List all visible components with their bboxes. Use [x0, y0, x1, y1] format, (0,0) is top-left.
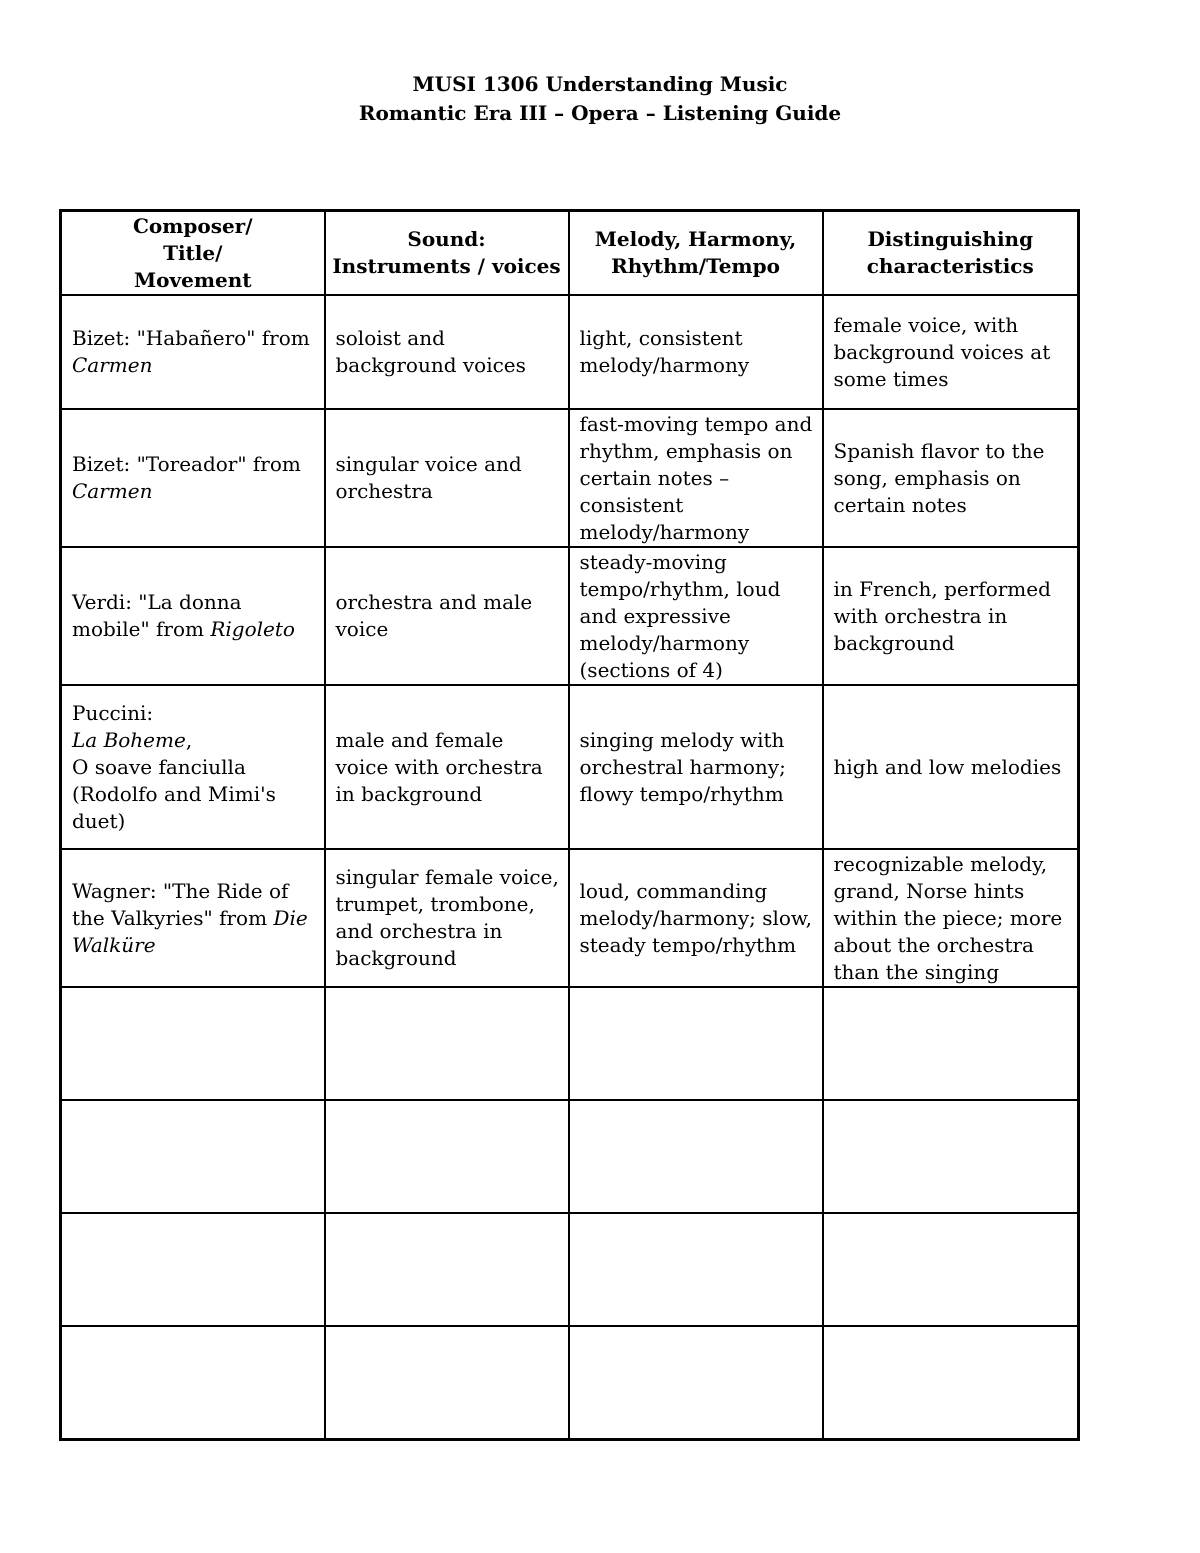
header-sound: Sound: Instruments / voices	[325, 211, 569, 296]
work-cell: Bizet: "Toreador" from Carmen	[61, 409, 325, 547]
characteristics-cell: in French, performed with orchestra in background	[823, 547, 1079, 685]
empty-table-row	[61, 987, 1079, 1100]
empty-cell	[61, 987, 325, 1100]
empty-cell	[823, 1100, 1079, 1213]
sound-cell: male and female voice with orchestra in background	[325, 685, 569, 849]
melody-cell: light, consistent melody/harmony	[569, 295, 823, 409]
work-cell: Bizet: "Habañero" from Carmen	[61, 295, 325, 409]
empty-cell	[61, 1213, 325, 1326]
empty-cell	[569, 1326, 823, 1440]
header-distinguishing-characteristics: Distinguishing characteristics	[823, 211, 1079, 296]
course-title: MUSI 1306 Understanding Music	[412, 72, 788, 96]
table-row	[61, 849, 1079, 987]
table-header-row	[61, 211, 1079, 296]
header-composer-title-movement: Composer/ Title/ Movement	[61, 211, 325, 296]
empty-cell	[569, 1100, 823, 1213]
empty-cell	[823, 1326, 1079, 1440]
empty-cell	[61, 1100, 325, 1213]
guide-title: Romantic Era III – Opera – Listening Guide	[358, 101, 842, 125]
melody-cell: loud, commanding melody/harmony; slow, steady tempo/rhythm	[569, 849, 823, 987]
empty-table-row	[61, 1326, 1079, 1440]
empty-cell	[569, 1213, 823, 1326]
sound-cell: singular female voice, trumpet, trombone, and orchestra in background	[325, 849, 569, 987]
table-row	[61, 409, 1079, 547]
empty-cell	[325, 1326, 569, 1440]
sound-cell: singular voice and orchestra	[325, 409, 569, 547]
empty-cell	[823, 1213, 1079, 1326]
characteristics-cell: Spanish flavor to the song, emphasis on certain notes	[823, 409, 1079, 547]
document-header	[0, 70, 1200, 128]
work-cell: Puccini: La Boheme, O soave fanciulla (Rodolfo and Mimi's duet)	[61, 685, 325, 849]
melody-cell: singing melody with orchestral harmony; flowy tempo/rhythm	[569, 685, 823, 849]
empty-cell	[325, 987, 569, 1100]
empty-cell	[61, 1326, 325, 1440]
empty-cell	[325, 1213, 569, 1326]
listening-guide-table	[59, 209, 1080, 1441]
work-cell: Verdi: "La donna mobile" from Rigoleto	[61, 547, 325, 685]
melody-cell: fast-moving tempo and rhythm, emphasis on certain notes – consistent melody/harmony	[569, 409, 823, 547]
work-cell: Wagner: "The Ride of the Valkyries" from Die Walküre	[61, 849, 325, 987]
melody-cell: steady-moving tempo/rhythm, loud and expressive melody/harmony (sections of 4)	[569, 547, 823, 685]
table-row	[61, 685, 1079, 849]
characteristics-cell: high and low melodies	[823, 685, 1079, 849]
characteristics-cell: female voice, with background voices at some times	[823, 295, 1079, 409]
header-melody-harmony-rhythm: Melody, Harmony, Rhythm/Tempo	[569, 211, 823, 296]
table-row	[61, 295, 1079, 409]
table-row	[61, 547, 1079, 685]
sound-cell: orchestra and male voice	[325, 547, 569, 685]
empty-cell	[823, 987, 1079, 1100]
empty-cell	[325, 1100, 569, 1213]
empty-table-row	[61, 1213, 1079, 1326]
sound-cell: soloist and background voices	[325, 295, 569, 409]
characteristics-cell: recognizable melody, grand, Norse hints within the piece; more about the orchestra than the singing	[823, 849, 1079, 987]
empty-cell	[569, 987, 823, 1100]
empty-table-row	[61, 1100, 1079, 1213]
